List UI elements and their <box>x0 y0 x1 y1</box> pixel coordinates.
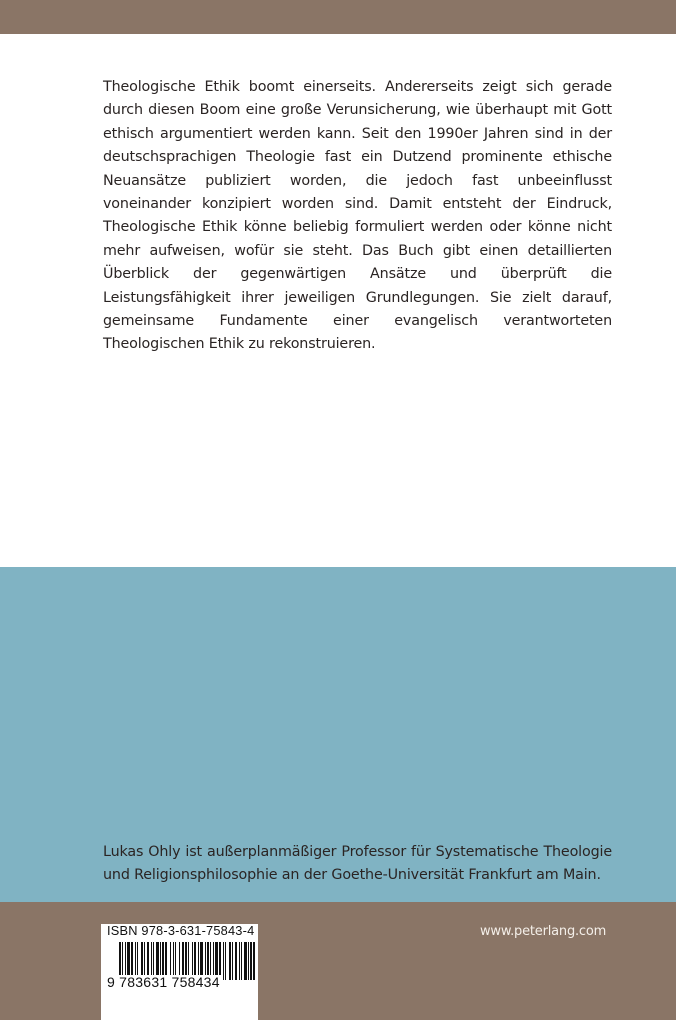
barcode-bar <box>239 942 240 980</box>
author-bio: Lukas Ohly ist außerplanmäßiger Professor für Systematische Theologie und Religionsphilosophie an der Goethe-Universität Frankfurt am Main. <box>103 844 612 884</box>
barcode-bar <box>241 942 242 980</box>
barcode-bar <box>229 942 231 980</box>
barcode-bar <box>253 942 255 980</box>
barcode-image <box>101 924 258 1020</box>
barcode-bar <box>248 942 249 980</box>
publisher-url[interactable]: www.peterlang.com <box>480 924 607 939</box>
barcode-bar <box>250 942 252 980</box>
barcode-bar <box>235 942 237 980</box>
blurb-text: Theologische Ethik boomt einerseits. Andererseits zeigt sich gerade durch diesen Boom eine große Verunsicherung, wie überhaupt mit Gott ethisch argumentiert werden kann. Seit den 1990er Jahren sind in der deutschsprachigen Theologie fast ein Dutzend prominente ethische Neuansätze publiziert worden, die jedoch fast unbeeinflusst voneinander konzipiert worden sind. Damit entsteht der Eindruck, Theologische Ethik könne beliebig formuliert werden oder könne nicht mehr aufweisen, wofür sie steht. Das Buch gibt einen detaillierten Überblick der gegenwärtigen Ansätze und überprüft die Leistungsfähigkeit ihrer jeweiligen Grundlegungen. Sie zielt darauf, gemeinsame Fundamente einer evangelisch verantworteten Theologischen Ethik zu rekonstruieren. <box>103 79 612 353</box>
isbn-label: ISBN 978-3-631-75843-4 <box>107 923 255 938</box>
barcode-bar <box>225 942 226 980</box>
barcode-bar <box>223 942 224 980</box>
barcode-digits: 9 783631 758434 <box>107 974 220 990</box>
barcode-bar <box>244 942 247 980</box>
barcode-bar <box>232 942 233 980</box>
top-band <box>0 0 676 34</box>
barcode-block <box>101 924 258 1020</box>
